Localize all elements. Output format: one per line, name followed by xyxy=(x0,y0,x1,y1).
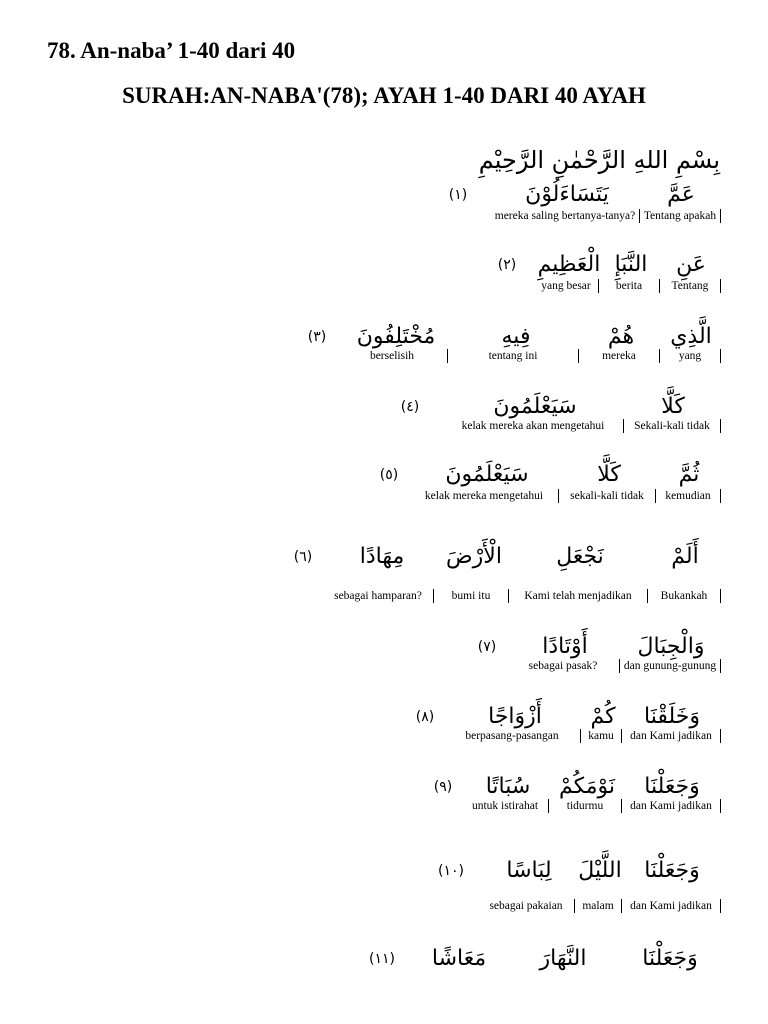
arabic-word: النَّبَإِ xyxy=(614,252,648,277)
translation-row xyxy=(478,899,721,913)
translation-word: bumi itu xyxy=(434,589,509,603)
translation-word: dan Kami jadikan xyxy=(622,799,721,813)
ayah-row xyxy=(421,858,721,883)
translation-word: Sekali-kali tidak xyxy=(624,419,721,433)
ayah-number: (٤) xyxy=(400,398,420,415)
ayah-number: (٢) xyxy=(497,256,517,273)
ayah-number: (٣) xyxy=(307,328,327,345)
translation-word: kemudian xyxy=(656,489,721,503)
translation-word: berita xyxy=(599,279,660,293)
translation-row xyxy=(507,659,721,673)
page-heading: 78. An-naba’ 1-40 dari 40 xyxy=(47,38,296,63)
arabic-word: الَّذِي xyxy=(670,324,712,349)
translation-row xyxy=(410,489,721,503)
ayah-number: (٧) xyxy=(477,638,497,655)
translation-word: untuk istirahat xyxy=(462,799,549,813)
ayah-row xyxy=(465,634,721,659)
arabic-word: اللَّيْلَ xyxy=(578,858,622,883)
arabic-word: نَوْمَكُمْ xyxy=(558,774,616,799)
arabic-word: سَيَعْلَمُونَ xyxy=(445,462,529,487)
translation-row xyxy=(444,729,721,743)
translation-word: dan Kami jadikan xyxy=(622,729,721,743)
ayah-number: (٥) xyxy=(379,466,399,483)
ayah-row xyxy=(423,182,721,207)
arabic-word: كَلَّا xyxy=(661,394,685,419)
arabic-word: كَلَّا xyxy=(597,462,621,487)
arabic-word: فِيهِ xyxy=(501,324,531,349)
ayah-number: (١) xyxy=(448,186,468,203)
translation-row xyxy=(462,799,721,813)
ayah-row xyxy=(353,946,721,971)
arabic-word: وَجَعَلْنَا xyxy=(644,858,700,883)
translation-word: yang besar xyxy=(534,279,599,293)
translation-word: sebagai pakaian xyxy=(478,899,575,913)
arabic-word: أَلَمْ xyxy=(671,544,699,569)
arabic-word: عَنِ xyxy=(676,252,706,277)
translation-word: mereka saling bertanya-tanya? xyxy=(491,209,640,223)
translation-row xyxy=(337,349,721,363)
arabic-word: يَتَسَاءَلُوْنَ xyxy=(525,182,609,207)
translation-word: Tentang xyxy=(660,279,721,293)
arabic-word: الْعَظِيمِ xyxy=(537,252,601,277)
translation-word: Tentang apakah xyxy=(640,209,721,223)
arabic-word: مَعَاشًا xyxy=(431,946,487,971)
translation-word: tentang ini xyxy=(448,349,579,363)
translation-row xyxy=(491,209,721,223)
translation-word: yang xyxy=(660,349,721,363)
translation-word: dan gunung-gunung xyxy=(620,659,721,673)
arabic-word: وَخَلَقْنَا xyxy=(644,704,700,729)
arabic-word: وَالْجِبَالَ xyxy=(637,634,705,659)
translation-word: dan Kami jadikan xyxy=(622,899,721,913)
ayah-row xyxy=(365,462,721,487)
ayah-row xyxy=(375,394,721,419)
ayah-number: (٦) xyxy=(293,548,313,565)
translation-word: berselisih xyxy=(337,349,448,363)
ayah-row xyxy=(403,704,721,729)
translation-row xyxy=(323,589,721,603)
arabic-word: الْأَرْضَ xyxy=(446,544,502,569)
translation-word: kelak mereka akan mengetahui xyxy=(443,419,624,433)
arabic-word: عَمَّ xyxy=(667,182,695,207)
translation-word: mereka xyxy=(579,349,660,363)
translation-word: kelak mereka mengetahui xyxy=(410,489,559,503)
translation-word: sebagai pasak? xyxy=(507,659,620,673)
arabic-word: وَجَعَلْنَا xyxy=(642,946,698,971)
arabic-word: كُمْ xyxy=(590,704,616,729)
translation-word: malam xyxy=(575,899,622,913)
translation-word: kamu xyxy=(581,729,622,743)
ayah-row xyxy=(421,774,721,799)
translation-word: sebagai hamparan? xyxy=(323,589,434,603)
ayah-row xyxy=(477,252,721,277)
arabic-word: لِبَاسًا xyxy=(506,858,552,883)
arabic-word: مِهَادًا xyxy=(359,544,405,569)
arabic-word: ثُمَّ xyxy=(678,462,700,487)
translation-word: Kami telah menjadikan xyxy=(509,589,648,603)
translation-word: tidurmu xyxy=(549,799,622,813)
translation-word: Bukankah xyxy=(648,589,721,603)
arabic-word: النَّهَارَ xyxy=(539,946,587,971)
ayah-number: (١٠) xyxy=(438,862,464,879)
arabic-word: هُمْ xyxy=(607,324,635,349)
arabic-word: سَيَعْلَمُونَ xyxy=(493,394,577,419)
ayah-number: (٩) xyxy=(433,778,453,795)
arabic-word: نَجْعَلِ xyxy=(556,544,604,569)
ayah-number: (٨) xyxy=(415,708,435,725)
basmalah: بِسْمِ اللهِ الرَّحْمٰنِ الرَّحِيْمِ xyxy=(478,146,720,174)
translation-word: sekali-kali tidak xyxy=(559,489,656,503)
arabic-word: سُبَاتًا xyxy=(485,774,531,799)
ayah-row xyxy=(293,324,721,349)
arabic-word: أَوْتَادًا xyxy=(542,634,588,659)
arabic-word: مُخْتَلِفُونَ xyxy=(356,324,436,349)
ayah-row xyxy=(279,544,721,569)
surah-title: SURAH:AN-NABA'(78); AYAH 1-40 DARI 40 AYAH xyxy=(122,83,646,108)
ayah-number: (١١) xyxy=(369,950,395,967)
translation-word: berpasang-pasangan xyxy=(444,729,581,743)
translation-row xyxy=(534,279,721,293)
translation-row xyxy=(443,419,721,433)
arabic-word: وَجَعَلْنَا xyxy=(644,774,700,799)
arabic-word: أَزْوَاجًا xyxy=(488,704,542,729)
